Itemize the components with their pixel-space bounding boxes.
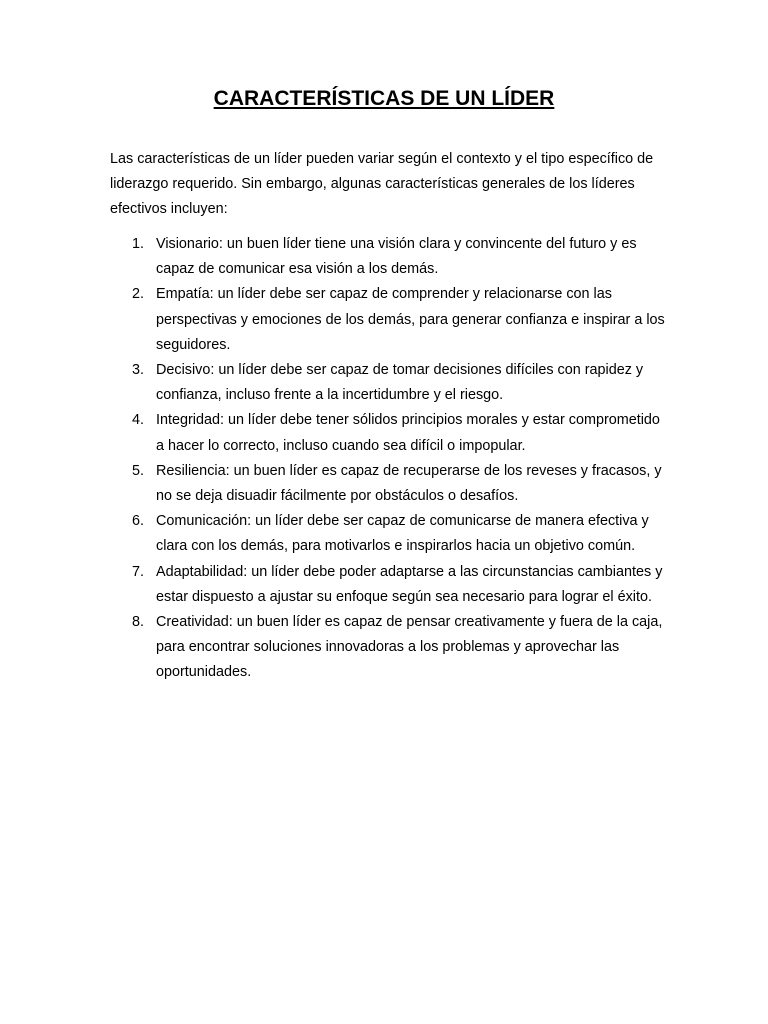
list-item xyxy=(110,560,670,610)
list-item-text: Comunicación: un líder debe ser capaz de comunicarse de manera efectiva y clara con los demás, para motivarlos e inspirarlos hacia un objetivo común. xyxy=(156,513,649,555)
list-item-number: 6. xyxy=(132,513,145,530)
intro-paragraph: Las características de un líder pueden variar según el contexto y el tipo específico de liderazgo requerido. Sin embargo, algunas características generales de los líderes efectivos incluyen: xyxy=(110,151,654,217)
list-item-text: Creatividad: un buen líder es capaz de pensar creativamente y fuera de la caja, para encontrar soluciones innovadoras a los problemas y aprovechar las oportunidades. xyxy=(156,614,663,681)
list-item-number: 7. xyxy=(132,563,145,580)
list-item-number: 1. xyxy=(132,236,145,252)
list-item xyxy=(110,408,670,458)
document-title: CARACTERÍSTICAS DE UN LÍDER xyxy=(213,87,555,110)
list-item xyxy=(110,509,670,559)
list-item xyxy=(110,232,670,282)
list-item-number: 8. xyxy=(132,614,145,631)
list-item-number: 4. xyxy=(132,412,145,429)
list-item xyxy=(110,358,670,408)
list-item-text: Resiliencia: un buen líder es capaz de recuperarse de los reveses y fracasos, y no se deja disuadir fácilmente por obstáculos o desafíos. xyxy=(156,462,662,505)
list-item-text: Decisivo: un líder debe ser capaz de tomar decisiones difíciles con rapidez y confianza, incluso frente a la incertidumbre y el riesgo. xyxy=(156,362,644,404)
list-item xyxy=(110,610,670,686)
list-item-text: Empatía: un líder debe ser capaz de comprender y relacionarse con las perspectivas y emociones de los demás, para generar confianza e inspirar a los seguidores. xyxy=(156,286,665,353)
list-item-number: 3. xyxy=(132,362,145,379)
list-item-text: Adaptabilidad: un líder debe poder adaptarse a las circunstancias cambiantes y estar dispuesto a ajustar su enfoque según sea necesario para lograr el éxito. xyxy=(156,563,663,605)
list-item-text: Integridad: un líder debe tener sólidos principios morales y estar comprometido a hacer lo correcto, incluso cuando sea difícil o impopular. xyxy=(156,412,660,454)
characteristics-list xyxy=(110,232,670,686)
list-item-number: 5. xyxy=(132,462,145,479)
list-item-text: Visionario: un buen líder tiene una visión clara y convincente del futuro y es capaz de comunicar esa visión a los demás. xyxy=(156,236,637,278)
list-item xyxy=(110,459,670,509)
list-item xyxy=(110,282,670,358)
list-item-number: 2. xyxy=(132,286,145,303)
